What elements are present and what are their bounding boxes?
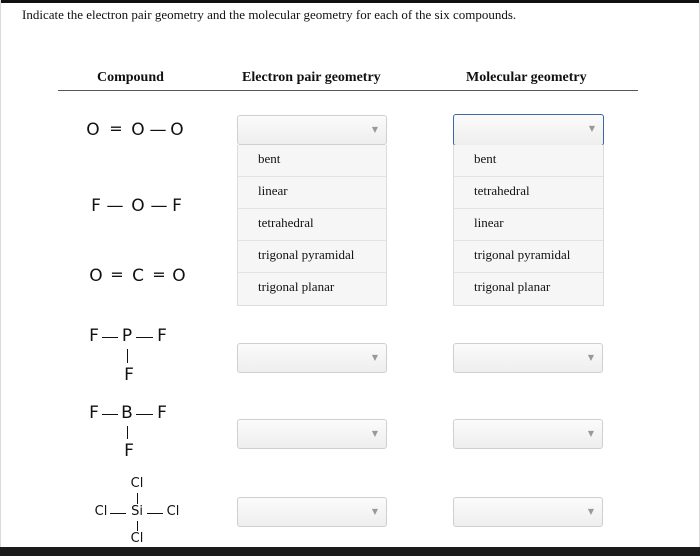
electron-pair-geometry-options <box>237 145 387 306</box>
left-border <box>0 0 1 547</box>
bond-line <box>127 349 128 363</box>
compound-2-structure <box>80 192 190 222</box>
double-bond: = <box>110 265 124 284</box>
electron-pair-geometry-select-5[interactable] <box>237 419 387 449</box>
compound-1-structure <box>80 116 190 146</box>
atom: Si <box>131 504 143 519</box>
atom: F <box>89 326 99 346</box>
atom: Cl <box>94 504 108 519</box>
option-trigonal-pyramidal[interactable]: trigonal pyramidal <box>454 241 603 273</box>
single-bond: — <box>149 120 167 140</box>
molecular-geometry-select-1[interactable] <box>453 114 604 146</box>
bond-line <box>137 493 138 504</box>
option-tetrahedral[interactable]: tetrahedral <box>238 209 386 241</box>
caret-down-icon: ▼ <box>371 507 378 516</box>
compound-4-structure <box>80 322 190 390</box>
single-bond: — <box>150 196 168 216</box>
option-tetrahedral[interactable]: tetrahedral <box>454 177 603 209</box>
header-divider <box>58 90 638 91</box>
atom: O <box>86 120 100 140</box>
question-prompt: Indicate the electron pair geometry and the molecular geometry for each of the six compounds. <box>22 7 517 22</box>
option-linear[interactable]: linear <box>454 209 603 241</box>
option-trigonal-planar[interactable]: trigonal planar <box>258 279 335 294</box>
bond-line <box>102 337 118 338</box>
electron-pair-geometry-select-6[interactable] <box>237 497 387 527</box>
caret-down-icon: ▼ <box>587 429 594 438</box>
atom: F <box>157 326 167 346</box>
header-compound: Compound <box>97 70 164 85</box>
compound-5-structure <box>80 399 190 467</box>
atom: C <box>132 266 144 286</box>
option-bent[interactable]: bent <box>238 145 386 177</box>
atom: F <box>89 403 99 423</box>
single-bond: — <box>106 196 124 216</box>
atom: O <box>172 266 186 286</box>
bond-line <box>147 513 163 514</box>
atom: Cl <box>166 504 180 519</box>
atom: O <box>131 120 145 140</box>
atom: Cl <box>130 476 144 491</box>
molecular-geometry-select-5[interactable] <box>453 419 603 449</box>
caret-down-icon: ▼ <box>588 124 595 133</box>
molecular-geometry-options <box>453 145 604 306</box>
atom: F <box>157 403 167 423</box>
atom: Cl <box>130 531 144 546</box>
atom: F <box>124 365 134 385</box>
top-border <box>0 0 700 3</box>
atom: F <box>91 196 101 216</box>
option-trigonal-planar[interactable]: trigonal planar <box>474 279 551 294</box>
bottom-border <box>0 547 700 556</box>
molecular-geometry-select-6[interactable] <box>453 497 603 527</box>
bond-line <box>110 513 126 514</box>
atom: F <box>172 196 182 216</box>
atom: O <box>131 196 145 216</box>
atom: P <box>121 326 133 346</box>
header-electron-pair-geometry: Electron pair geometry <box>242 70 381 85</box>
atom: F <box>124 441 134 461</box>
bond-line <box>136 337 153 338</box>
caret-down-icon: ▼ <box>371 429 378 438</box>
electron-pair-geometry-select-1[interactable] <box>237 115 387 145</box>
atom: B <box>121 403 133 423</box>
atom: O <box>89 266 103 286</box>
compound-6-structure <box>80 474 190 546</box>
bond-line <box>137 521 138 531</box>
bond-line <box>136 414 153 415</box>
molecular-geometry-select-4[interactable] <box>453 343 603 373</box>
atom: O <box>170 120 184 140</box>
option-linear[interactable]: linear <box>238 177 386 209</box>
bond-line <box>127 426 128 439</box>
header-molecular-geometry: Molecular geometry <box>466 70 587 85</box>
option-bent[interactable]: bent <box>454 145 603 177</box>
option-trigonal-pyramidal[interactable]: trigonal pyramidal <box>238 241 386 273</box>
double-bond: = <box>109 119 123 138</box>
compound-3-structure <box>80 262 190 292</box>
bond-line <box>102 414 118 415</box>
caret-down-icon: ▼ <box>371 125 378 134</box>
caret-down-icon: ▼ <box>587 353 594 362</box>
caret-down-icon: ▼ <box>587 507 594 516</box>
double-bond: = <box>152 265 166 284</box>
electron-pair-geometry-select-4[interactable] <box>237 343 387 373</box>
caret-down-icon: ▼ <box>371 353 378 362</box>
